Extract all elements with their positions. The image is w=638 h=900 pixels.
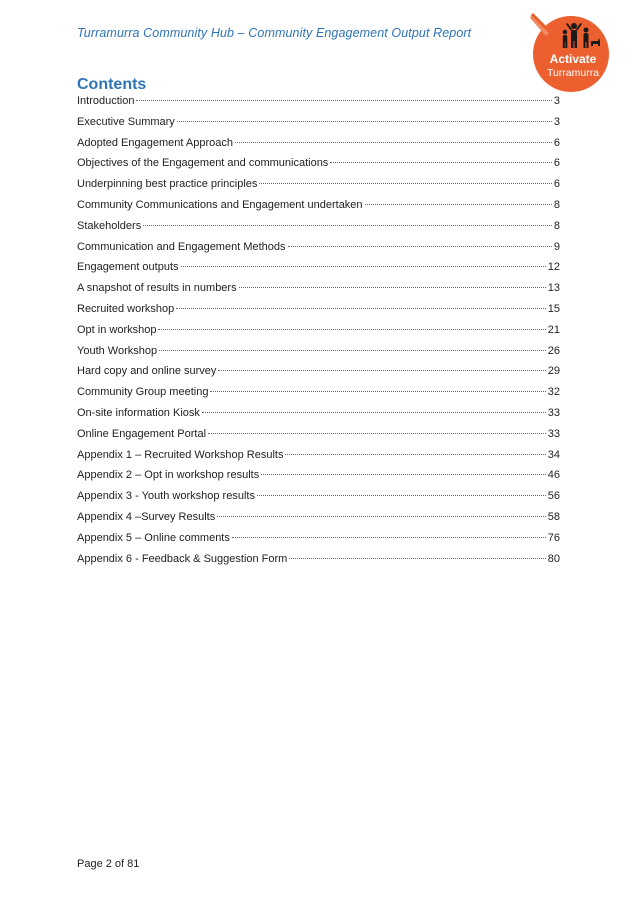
toc-entry-page-number: 8 bbox=[553, 198, 560, 211]
toc-dot-leader bbox=[136, 100, 551, 101]
toc-dot-leader bbox=[210, 391, 545, 392]
toc-dot-leader bbox=[288, 246, 552, 247]
toc-entry-page-number: 12 bbox=[547, 261, 560, 274]
toc-entry-label: Underpinning best practice principles bbox=[77, 178, 258, 191]
toc-entry[interactable] bbox=[77, 324, 560, 345]
toc-dot-leader bbox=[159, 350, 546, 351]
toc-entry[interactable] bbox=[77, 532, 560, 553]
toc-entry-label: Communication and Engagement Methods bbox=[77, 240, 286, 253]
toc-entry[interactable] bbox=[77, 137, 560, 158]
toc-entry-page-number: 80 bbox=[547, 552, 560, 565]
toc-entry-page-number: 33 bbox=[547, 427, 560, 440]
activate-turramurra-logo bbox=[528, 10, 613, 95]
toc-dot-leader bbox=[257, 495, 546, 496]
toc-entry-label: Objectives of the Engagement and communications bbox=[77, 157, 329, 170]
toc-entry-label: Appendix 5 – Online comments bbox=[77, 531, 230, 544]
toc-entry-label: Online Engagement Portal bbox=[77, 427, 207, 440]
toc-entry-label: Youth Workshop bbox=[77, 344, 158, 357]
toc-entry[interactable] bbox=[77, 241, 560, 262]
toc-entry-page-number: 29 bbox=[547, 365, 560, 378]
toc-entry-label: A snapshot of results in numbers bbox=[77, 282, 237, 295]
toc-dot-leader bbox=[285, 454, 545, 455]
toc-entry-page-number: 56 bbox=[547, 490, 560, 503]
toc-entry[interactable] bbox=[77, 199, 560, 220]
toc-entry[interactable] bbox=[77, 157, 560, 178]
toc-entry-page-number: 15 bbox=[547, 302, 560, 315]
toc-entry-label: Stakeholders bbox=[77, 219, 142, 232]
toc-dot-leader bbox=[232, 537, 546, 538]
table-of-contents bbox=[77, 95, 560, 573]
toc-entry-label: Appendix 3 - Youth workshop results bbox=[77, 490, 255, 503]
toc-dot-leader bbox=[177, 121, 552, 122]
toc-entry[interactable] bbox=[77, 95, 560, 116]
toc-dot-leader bbox=[176, 308, 546, 309]
toc-dot-leader bbox=[261, 474, 546, 475]
toc-entry-page-number: 6 bbox=[553, 178, 560, 191]
toc-dot-leader bbox=[259, 183, 551, 184]
toc-entry-page-number: 26 bbox=[547, 344, 560, 357]
toc-entry[interactable] bbox=[77, 386, 560, 407]
toc-entry-page-number: 3 bbox=[553, 115, 560, 128]
toc-entry-label: Adopted Engagement Approach bbox=[77, 136, 233, 149]
toc-entry-label: Appendix 1 – Recruited Workshop Results bbox=[77, 448, 284, 461]
toc-entry[interactable] bbox=[77, 407, 560, 428]
toc-entry[interactable] bbox=[77, 553, 560, 574]
toc-entry[interactable] bbox=[77, 178, 560, 199]
toc-entry[interactable] bbox=[77, 449, 560, 470]
toc-entry-page-number: 9 bbox=[553, 240, 560, 253]
toc-dot-leader bbox=[239, 287, 546, 288]
toc-entry[interactable] bbox=[77, 220, 560, 241]
toc-entry-page-number: 46 bbox=[547, 469, 560, 482]
toc-entry[interactable] bbox=[77, 511, 560, 532]
toc-entry[interactable] bbox=[77, 469, 560, 490]
toc-entry[interactable] bbox=[77, 490, 560, 511]
toc-entry-page-number: 32 bbox=[547, 386, 560, 399]
logo-text-activate: Activate bbox=[549, 52, 597, 66]
toc-dot-leader bbox=[330, 162, 552, 163]
toc-entry-page-number: 3 bbox=[553, 95, 560, 107]
toc-dot-leader bbox=[202, 412, 546, 413]
toc-entry[interactable] bbox=[77, 345, 560, 366]
toc-dot-leader bbox=[218, 370, 545, 371]
toc-dot-leader bbox=[158, 329, 545, 330]
toc-entry-page-number: 76 bbox=[547, 531, 560, 544]
toc-entry[interactable] bbox=[77, 365, 560, 386]
toc-dot-leader bbox=[289, 558, 545, 559]
toc-entry-label: Executive Summary bbox=[77, 115, 175, 128]
toc-entry-label: Opt in workshop bbox=[77, 323, 157, 336]
toc-entry-label: Engagement outputs bbox=[77, 261, 179, 274]
toc-entry-label: Appendix 6 - Feedback & Suggestion Form bbox=[77, 552, 288, 565]
toc-entry[interactable] bbox=[77, 303, 560, 324]
report-header-title: Turramurra Community Hub – Community Engagement Output Report bbox=[77, 26, 472, 40]
page-number-footer: Page 2 of 81 bbox=[77, 858, 140, 870]
toc-entry-label: Community Communications and Engagement undertaken bbox=[77, 198, 363, 211]
toc-entry-label: On-site information Kiosk bbox=[77, 406, 200, 419]
toc-dot-leader bbox=[208, 433, 546, 434]
toc-dot-leader bbox=[365, 204, 552, 205]
toc-dot-leader bbox=[143, 225, 552, 226]
toc-entry[interactable] bbox=[77, 116, 560, 137]
toc-entry-page-number: 13 bbox=[547, 282, 560, 295]
toc-entry-label: Community Group meeting bbox=[77, 386, 209, 399]
toc-entry-page-number: 8 bbox=[553, 219, 560, 232]
toc-entry-page-number: 34 bbox=[547, 448, 560, 461]
toc-entry-label: Recruited workshop bbox=[77, 302, 175, 315]
toc-entry-page-number: 33 bbox=[547, 406, 560, 419]
toc-dot-leader bbox=[181, 266, 546, 267]
toc-entry-label: Appendix 4 –Survey Results bbox=[77, 510, 216, 523]
toc-entry-page-number: 21 bbox=[547, 323, 560, 336]
toc-entry[interactable] bbox=[77, 282, 560, 303]
toc-entry[interactable] bbox=[77, 261, 560, 282]
logo-text-turramurra: Turramurra bbox=[546, 67, 600, 79]
toc-entry-page-number: 6 bbox=[553, 136, 560, 149]
toc-entry-page-number: 58 bbox=[547, 510, 560, 523]
toc-entry-label: Introduction bbox=[77, 95, 135, 107]
contents-heading: Contents bbox=[77, 76, 147, 93]
toc-entry[interactable] bbox=[77, 428, 560, 449]
toc-entry-page-number: 6 bbox=[553, 157, 560, 170]
toc-dot-leader bbox=[235, 142, 552, 143]
toc-dot-leader bbox=[217, 516, 546, 517]
toc-entry-label: Appendix 2 – Opt in workshop results bbox=[77, 469, 260, 482]
toc-entry-label: Hard copy and online survey bbox=[77, 365, 217, 378]
